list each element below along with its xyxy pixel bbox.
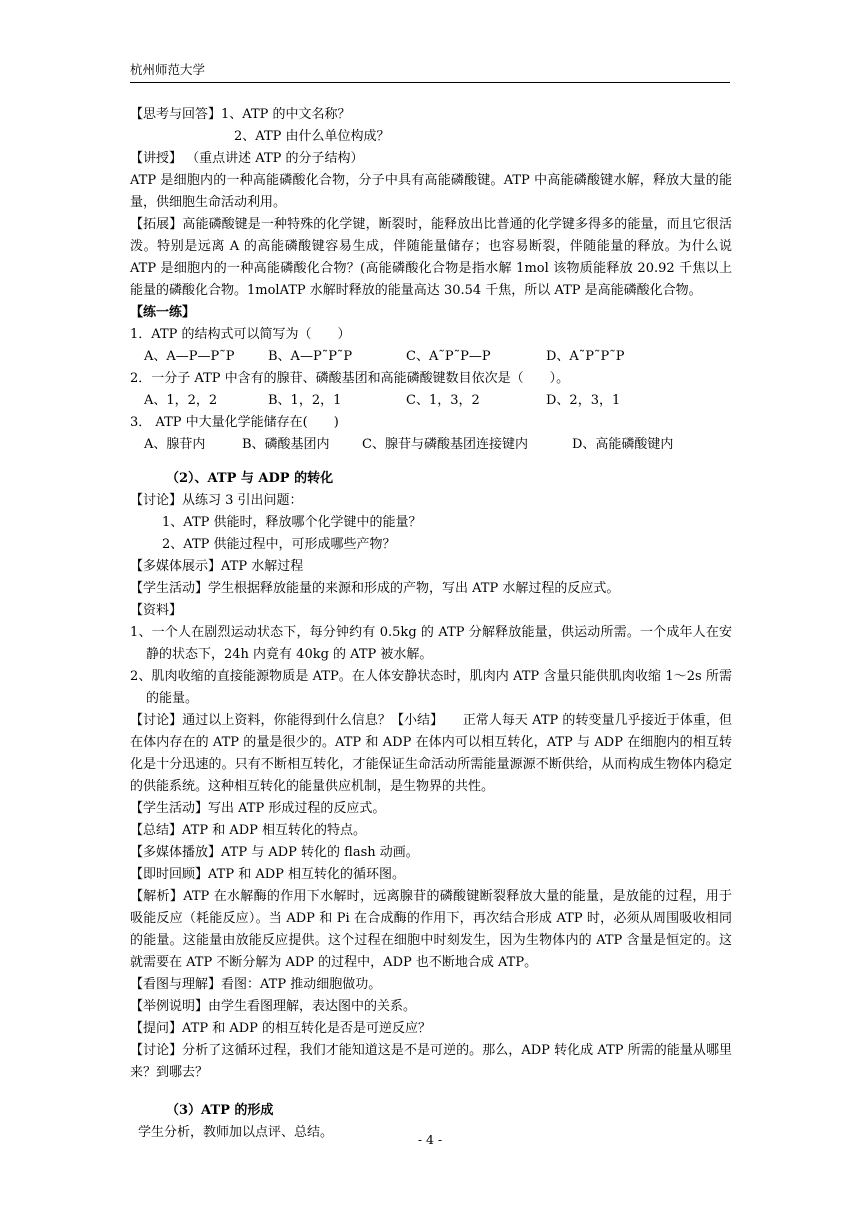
look-and-understand: 【看图与理解】看图：ATP 推动细胞做功。: [130, 977, 382, 992]
q3-option-d: D、高能磷酸键内: [572, 437, 674, 452]
question-3: 3． ATP 中大量化学能储存在( ): [130, 415, 339, 430]
q2-option-b: B、1，2，1: [268, 393, 342, 408]
material-1: 1、一个人在剧烈运动状态下，每分钟约有 0.5kg 的 ATP 分解释放能量，供运动所需。一个成年人在安静的状态下，24h 内竟有 40kg 的 ATP 被水解。: [130, 625, 732, 662]
section-3-text: 学生分析，教师加以点评、总结。: [138, 1125, 334, 1140]
question-prompt: 【提问】ATP 和 ADP 的相互转化是否是可逆反应？: [130, 1021, 432, 1036]
discussion-3: 【讨论】分析了这循环过程，我们才能知道这是不是可逆的。那么，ADP 转化成 ATP 所需的能量从哪里来？到哪去？: [130, 1043, 732, 1080]
example-explanation: 【举例说明】由学生看图理解，表达图中的关系。: [130, 999, 417, 1014]
q2-option-a: A、1，2，2: [144, 393, 218, 408]
document-body: [130, 104, 732, 1144]
practice-title: 【练一练】: [130, 305, 196, 320]
question-2: 2．一分子 ATP 中含有的腺苷、磷酸基团和高能磷酸键数目依次是（ ）。: [130, 371, 570, 386]
question-3-options: [130, 434, 732, 456]
student-activity-1: 【学生活动】学生根据释放能量的来源和形成的产物，写出 ATP 水解过程的反应式。: [130, 581, 620, 596]
discussion-1: 【讨论】从练习 3 引出问题：: [130, 493, 303, 508]
discussion-2: 【讨论】通过以上资料，你能得到什么信息？【小结】 正常人每天 ATP 的转变量几乎接近于体重，但在体内存在的 ATP 的量是很少的。ATP 和 ADP 在体内可以相互转化，ATP 与 ADP 在细胞内的相互转化是十分迅速的。只有不断相互转化，才能保证生命活动所需能量源源不断供给，从而构成生物体内稳定的供能系统。这种相互转化的能量供应机制，是生物界的共性。: [130, 713, 732, 794]
q1-option-d: D、A˜P˜P˜P: [546, 349, 625, 364]
discussion-1-question-1: 1、ATP 供能时，释放哪个化学键中的能量？: [162, 515, 422, 530]
instant-review: 【即时回顾】ATP 和 ADP 相互转化的循环图。: [130, 867, 406, 882]
question-1: 1．ATP 的结构式可以简写为（ ）: [130, 327, 351, 342]
q1-option-a: A、A—P—P˜P: [144, 349, 235, 364]
section-2-title: （2）、ATP 与 ADP 的转化: [166, 471, 334, 486]
institution-name: 杭州师范大学: [130, 62, 206, 77]
question-2-options: [130, 390, 732, 412]
lecture-text: ATP 是细胞内的一种高能磷酸化合物，分子中具有高能磷酸键。ATP 中高能磷酸键水解，释放大量的能量，供细胞生命活动利用。: [130, 173, 732, 210]
question-1-options: [130, 346, 732, 368]
multimedia-show: 【多媒体展示】ATP 水解过程: [130, 559, 304, 574]
q1-option-b: B、A—P˜P˜P: [268, 349, 353, 364]
student-activity-2: 【学生活动】写出 ATP 形成过程的反应式。: [130, 801, 386, 816]
analysis: 【解析】ATP 在水解酶的作用下水解时，远离腺苷的磷酸键断裂释放大量的能量，是放能的过程，用于吸能反应（耗能反应）。当 ADP 和 Pi 在合成酶的作用下，再次结合形成 ATP 时，必须从周围吸收相同的能量。这能量由放能反应提供。这个过程在细胞中时刻发生，因为生物体内的 ATP 含量是恒定的。这就需要在 ATP 不断分解为 ADP 的过程中，ADP 也不断地合成 ATP。: [130, 889, 732, 970]
material-title: 【资料】: [130, 603, 183, 618]
think-question-1: 【思考与回答】1、ATP 的中文名称？: [130, 107, 351, 122]
q2-option-c: C、1，3，2: [406, 393, 480, 408]
summary: 【总结】ATP 和 ADP 相互转化的特点。: [130, 823, 367, 838]
extension-text: 【拓展】高能磷酸键是一种特殊的化学键，断裂时，能释放出比普通的化学键多得多的能量，而且它很活泼。特别是远离 A 的高能磷酸键容易生成，伴随能量储存；也容易断裂，伴随能量的释放。为什么说 ATP 是细胞内的一种高能磷酸化合物？(高能磷酸化合物是指水解 1mol 该物质能释放 20.92 千焦以上能量的磷酸化合物。1molATP 水解时释放的能量高达 30.54 千焦，所以 ATP 是高能磷酸化合物。: [130, 217, 732, 298]
page-header: [130, 58, 730, 83]
section-3-title: （3）ATP 的形成: [166, 1103, 274, 1118]
q3-option-c: C、腺苷与磷酸基团连接键内: [362, 437, 528, 452]
lecture-title: 【讲授】 （重点讲述 ATP 的分子结构）: [130, 151, 364, 166]
q3-option-b: B、磷酸基团内: [242, 437, 330, 452]
material-2: 2、肌肉收缩的直接能源物质是 ATP。在人体安静状态时，肌肉内 ATP 含量只能供肌肉收缩 1～2s 所需的能量。: [130, 669, 732, 706]
think-question-2: 2、ATP 由什么单位构成？: [234, 129, 390, 144]
discussion-1-question-2: 2、ATP 供能过程中，可形成哪些产物？: [162, 537, 396, 552]
q2-option-d: D、2，3，1: [546, 393, 621, 408]
multimedia-play: 【多媒体播放】ATP 与 ADP 转化的 flash 动画。: [130, 845, 419, 860]
q3-option-a: A、腺苷内: [144, 437, 206, 452]
page-number: - 4 -: [417, 1132, 443, 1147]
q1-option-c: C、A˜P˜P—P: [406, 349, 491, 364]
